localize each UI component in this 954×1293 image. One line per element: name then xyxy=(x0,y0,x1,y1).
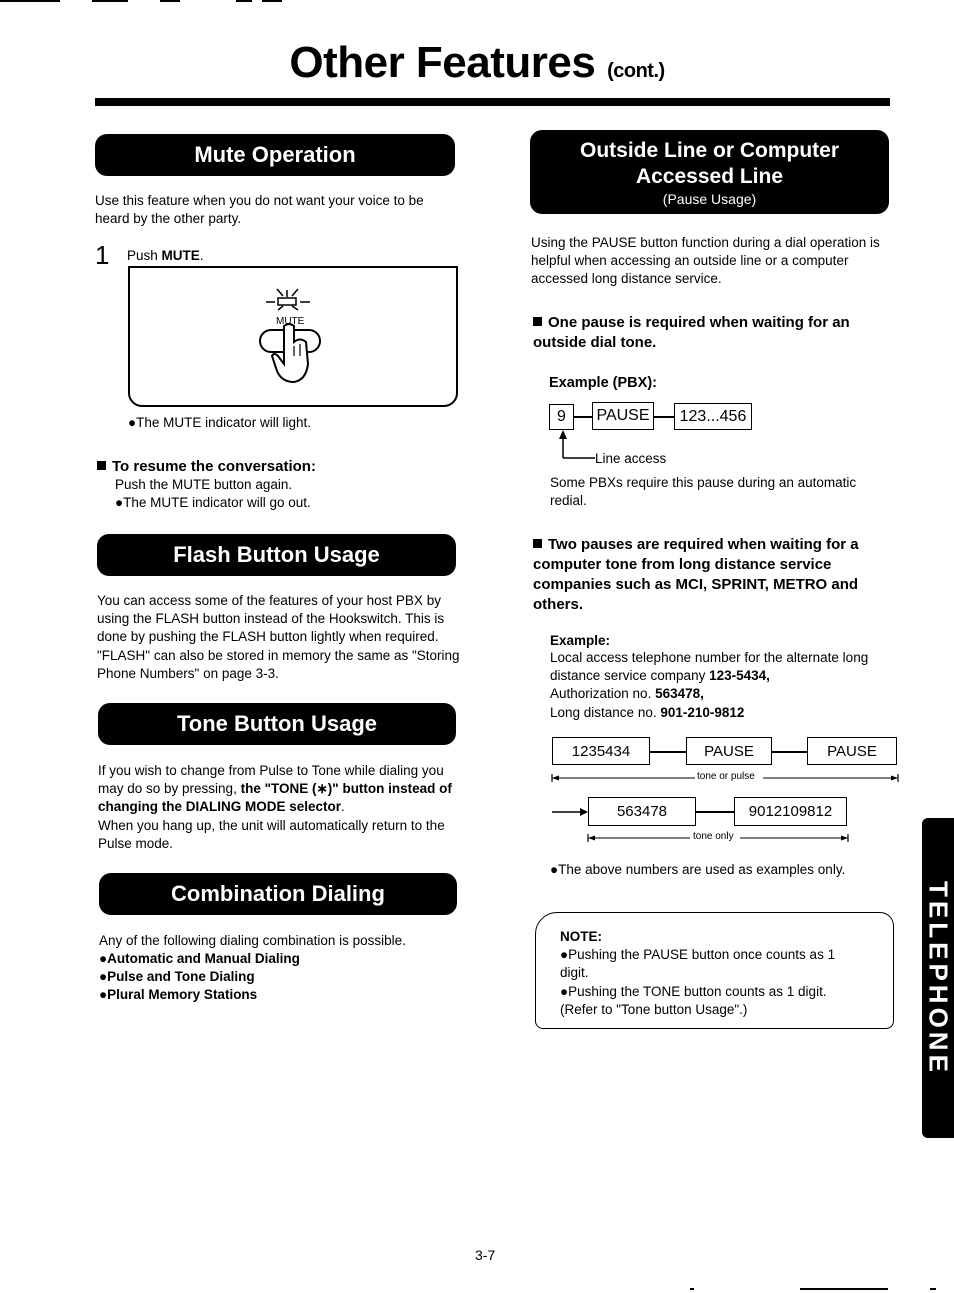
example-label: Example: xyxy=(550,633,611,648)
combo-item: ●Pulse and Tone Dialing xyxy=(99,969,255,984)
resume-line-1: Push the MUTE button again. xyxy=(115,477,293,492)
resume-heading: To resume the conversation: xyxy=(97,457,316,477)
resume-line-2: ●The MUTE indicator will go out. xyxy=(115,495,311,510)
line-access-pointer xyxy=(558,430,598,466)
combo-intro: Any of the following dialing combination is possible. xyxy=(99,933,406,948)
tone-text: If you wish to change from Pulse to Tone while dialing you may do so by pressing, the "TONE (∗)" button instead of changing the DIALING MODE selector. When you hang up, the unit will automatically return to the Pulse mode. xyxy=(98,763,452,851)
connector-line xyxy=(696,811,734,813)
seq2-incoming-arrow xyxy=(552,806,588,818)
combination-dialing-banner: Combination Dialing xyxy=(99,873,457,915)
pbx-digit-9: 9 xyxy=(549,404,574,430)
combo-item: ●Plural Memory Stations xyxy=(99,987,258,1002)
flash-text: You can access some of the features of your host PBX by using the FLASH button instead of the Hookswitch. This is done by pushing the FLASH button lightly when required. "FLASH" can also be stored in memory the same as "Storing Phone Numbers" on page 3-3. xyxy=(97,593,460,681)
example-text: Local access telephone number for the alternate long distance service company 123-5434, Authorization no. 563478, Long distance no. 901-210-9812 xyxy=(550,650,869,720)
combo-item: ●Automatic and Manual Dialing xyxy=(99,951,300,966)
bullet-square-icon xyxy=(533,539,542,548)
banner-line-2: Accessed Line xyxy=(635,165,784,188)
side-tab-label: TELEPHONE xyxy=(923,880,954,1076)
connector-line xyxy=(654,416,674,418)
note-2: ●Pushing the TONE button counts as 1 digit. (Refer to "Tone button Usage".) xyxy=(560,984,827,1018)
tone-or-pulse-label: tone or pulse xyxy=(697,771,755,782)
seq1-pause-2: PAUSE xyxy=(807,737,897,765)
pbx-number: 123...456 xyxy=(674,403,752,430)
step-number: 1 xyxy=(95,240,110,270)
mute-operation-banner: Mute Operation xyxy=(95,134,455,176)
mute-indicator-note: ●The MUTE indicator will light. xyxy=(128,415,311,430)
seq1-pause-1: PAUSE xyxy=(686,737,772,765)
seq2-long-distance: 9012109812 xyxy=(734,797,847,826)
seq1-access-number: 1235434 xyxy=(552,737,650,765)
mute-intro: Use this feature when you do not want your voice to be heard by the other party. xyxy=(95,193,424,227)
note-1: ●Pushing the PAUSE button once counts as 1 digit. xyxy=(560,947,836,981)
example-pbx-label: Example (PBX): xyxy=(549,375,657,391)
note-label: NOTE: xyxy=(560,929,602,944)
tone-button-usage-banner: Tone Button Usage xyxy=(98,703,456,745)
examples-note: ●The above numbers are used as examples only. xyxy=(550,862,846,877)
bullet-square-icon xyxy=(533,317,542,326)
bottom-edge-marks xyxy=(0,1286,954,1292)
outside-intro: Using the PAUSE button function during a dial operation is helpful when accessing an outside line or a computer accessed long distance service. xyxy=(531,235,880,287)
banner-line-1: Outside Line or Computer xyxy=(579,139,839,162)
bullet-square-icon xyxy=(97,461,106,470)
seq2-authorization: 563478 xyxy=(588,797,696,826)
outside-line-banner xyxy=(530,130,889,214)
line-access-label: Line access xyxy=(595,451,667,466)
title-suffix: (cont.) xyxy=(607,60,665,82)
pbx-note: Some PBXs require this pause during an automatic redial. xyxy=(550,475,857,509)
two-pause-heading: Two pauses are required when waiting for a computer tone from long distance service companies such as MCI, SPRINT, METRO and others. xyxy=(533,536,859,613)
mute-button-illustration xyxy=(250,282,340,394)
connector-line xyxy=(650,751,686,753)
step-text: Push MUTE. xyxy=(127,248,204,263)
connector-line xyxy=(772,751,807,753)
mute-button-label: MUTE xyxy=(276,316,305,327)
page-title: Other Features (cont.) xyxy=(289,38,665,87)
telephone-side-tab xyxy=(922,818,954,1138)
top-edge-marks xyxy=(0,0,954,6)
one-pause-heading: One pause is required when waiting for an outside dial tone. xyxy=(533,314,850,351)
connector-line xyxy=(574,416,592,418)
banner-line-3: (Pause Usage) xyxy=(662,191,757,207)
pbx-pause: PAUSE xyxy=(592,402,654,430)
title-rule xyxy=(95,98,890,106)
tone-only-label: tone only xyxy=(693,831,734,842)
page-number: 3-7 xyxy=(475,1247,496,1263)
flash-button-usage-banner: Flash Button Usage xyxy=(97,534,456,576)
